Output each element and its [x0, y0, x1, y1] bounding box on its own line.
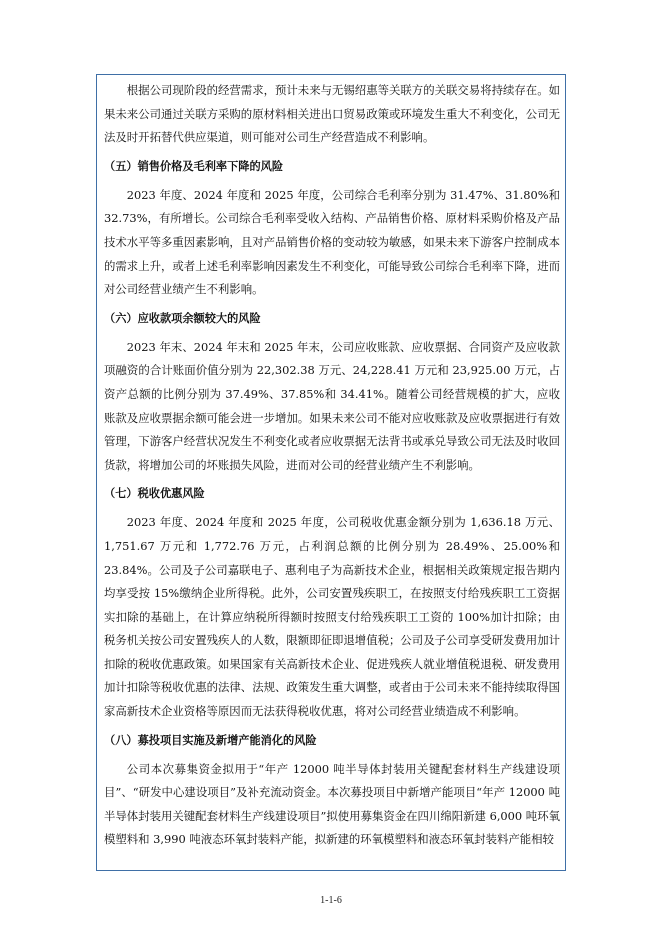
paragraph-fundraising-project-risk: 公司本次募集资金拟用于“年产 12000 吨半导体封装用关键配套材料生产线建设项目”、“研发中心建设项目”及补充流动资金。本次募投项目中新增产能项目“年产 12000 吨半导体封装用关键配套材料生产线建设项目”拟使用募集资金在四川绵阳新建 6,000 吨环氧模塑料和 3,990 吨液态环氧封装料产能，拟新建的环氧模塑料和液态环氧封装料产能相较: [104, 761, 560, 847]
section-heading-7: （七）税收优惠风险: [104, 487, 205, 501]
paragraph-tax-incentive-risk: 2023 年度、2024 年度和 2025 年度，公司税收优惠金额分别为 1,636.18 万元、1,751.67 万元和 1,772.76 万元，占利润总额的比例分别为 28.49%、25.00%和 23.84%。公司及子公司嘉联电子、惠利电子为高新技术企业，根据相关政策规定报告期内均享受按 15%缴纳企业所得税。此外，公司安置残疾职工，在按照支付给残疾职工工资据实扣除的基础上，在计算应纳税所得额时按照支付给残疾职工工资的 100%加计扣除；由税务机关按公司安置残疾人的人数，限额即征即退增值税；公司及子公司享受研发费用加计扣除的税收优惠政策。如果国家有关高新技术企业、促进残疾人就业增值税退税、研发费用加计扣除等税收优惠的法律、法规、政策发生重大调整，或者由于公司未来不能持续取得国家高新技术企业资格等原因而无法获得税收优惠，将对公司经营业绩造成不利影响。: [104, 515, 560, 719]
paragraph-related-party-risk: 根据公司现阶段的经营需求，预计未来与无锡绍惠等关联方的关联交易将持续存在。如果未来公司通过关联方采购的原材料相关进出口贸易政策或环境发生重大不利变化，公司无法及时开拓替代供应渠道，则可能对公司生产经营造成不利影响。: [104, 83, 560, 145]
section-heading-8: （八）募投项目实施及新增产能消化的风险: [104, 733, 317, 747]
paragraph-receivables-risk: 2023 年末、2024 年末和 2025 年末，公司应收账款、应收票据、合同资产及应收款项融资的合计账面价值分别为 22,302.38 万元、24,228.41 万元和 23,925.00 万元，占资产总额的比例分别为 37.49%、37.85%和 34.41%。随着公司经营规模的扩大，应收账款及应收票据余额可能会进一步增加。如果未来公司不能对应收账款及应收票据进行有效管理，下游客户经营状况发生不利变化或者应收票据无法背书或承兑导致公司无法及时收回货款，将增加公司的坏账损失风险，进而对公司的经营业绩产生不利影响。: [104, 339, 560, 472]
paragraph-gross-margin-risk: 2023 年度、2024 年度和 2025 年度，公司综合毛利率分别为 31.47%、31.80%和 32.73%，有所增长。公司综合毛利率受收入结构、产品销售价格、原材料采购价格及产品技术水平等多重因素影响，且对产品销售价格的变动较为敏感，如果未来下游客户控制成本的需求上升，或者上述毛利率影响因素发生不利变化，可能导致公司综合毛利率下降，进而对公司经营业绩产生不利影响。: [104, 187, 560, 297]
document-body: [104, 79, 560, 852]
page-number: 1-1-6: [320, 895, 342, 906]
section-heading-6: （六）应收款项余额较大的风险: [104, 311, 261, 325]
section-heading-5: （五）销售价格及毛利率下降的风险: [104, 159, 284, 173]
